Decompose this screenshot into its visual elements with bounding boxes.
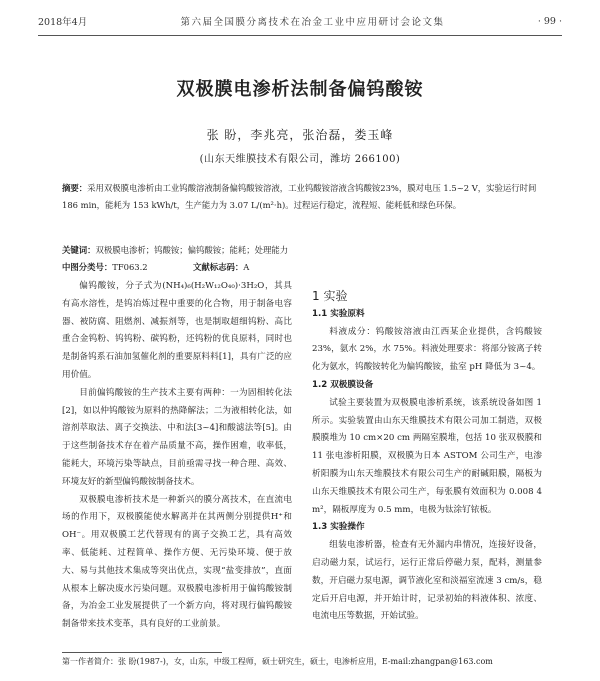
running-header <box>38 8 562 34</box>
subsection-materials: 1.1 实验原料 <box>312 308 365 319</box>
abstract <box>62 180 540 214</box>
clc-value: TF063.2 <box>112 262 148 272</box>
keywords-label: 关键词： <box>62 245 96 255</box>
header-journal: 第六届全国膜分离技术在冶金工业中应用研讨会论文集 <box>180 17 445 28</box>
subsection-operation: 1.3 实验操作 <box>312 522 365 533</box>
subsection-equipment: 1.2 双极膜设备 <box>312 379 374 390</box>
meta-block <box>62 242 540 276</box>
materials-text: 料液成分：钨酸铵溶液由江西某企业提供，含钨酸铵 23%，氨水 2%，水 75%。料液处理要求：将部分铵离子转化为氨水，钨酸铵转化为偏钨酸铵，盐室 pH 降低为 3~4。 <box>312 326 542 373</box>
equipment-text: 试验主要装置为双极膜电渗析系统，该系统设备如图 1 所示。实验装置由山东天维膜技术有限公司加工制造，双极膜膜堆为 10 cm×20 cm 两隔室膜堆，包括 10 张双极膜和 11 张电渗析阳膜，双极膜为日本 ASTOM 公司生产，电渗析阳膜为山东天维膜技术有限公司生产的耐碱阳膜，隔板为山东天维膜技术有限公司生产，每张膜有效面积为 0.008 4 m²，隔板厚度为 0.5 mm，电极为钛涂钌铱板。 <box>312 397 542 515</box>
header-rule <box>38 35 562 36</box>
author-footnote: 第一作者简介：张 盼(1987-)，女，山东，中级工程师，硕士研究生，硕士，电渗析应用，E-mail:zhangpan@163.com <box>62 657 493 666</box>
classification <box>62 259 540 276</box>
keywords <box>62 242 540 259</box>
keywords-text: 双极膜电渗析；钨酸铵；偏钨酸铵；能耗；处理能力 <box>95 245 289 255</box>
doc-code-value: A <box>243 262 250 272</box>
clc-label: 中图分类号： <box>62 262 113 272</box>
intro-paragraph-2: 目前偏钨酸铵的生产技术主要有两种：一为固相转化法[2]，如以仲钨酸铵为原料的热降解法；二为液相转化法，如溶剂萃取法、离子交换法、中和法[3~4]和酸滤法等[5]。由于这些制备技术存在着产品质量不高，操作困难，收率低，能耗大，环境污染等缺点，目前亟需寻找一种合理、高效、环境友好的新型偏钨酸铵制备技术。 <box>62 387 292 487</box>
operation-text: 组装电渗析器，检查有无外漏内串情况，连接好设备，启动磁力泵，试运行，运行正常后停磁力泵，配料，测量参数，开启磁力泵电源，调节液化室和淡福室流速 3 cm/s，稳定后开启电源，并开始计时，记录初始的料液体积、浓度、电流电压等数据，开始试验。 <box>312 540 542 622</box>
intro-paragraph-1: 偏钨酸铵，分子式为(NH₄)₆(H₂W₁₂O₄₀)·3H₂O，其具有高水溶性，是钨冶炼过程中重要的化合物，用于制备电容器、被防腐、阻燃剂、减振剂等，也是制取超细钨粉、高比重合金钨粉、钨钨粉、碳钨粉，还钨粉的优良原料，同时也是制备钨系石油加氢催化剂的重要原料料[1]，具有广泛的应用价值。 <box>62 281 292 380</box>
doc-code-label: 文献标志码： <box>192 262 244 272</box>
abstract-text: 采用双极膜电渗析由工业钨酸溶液制备偏钨酸铵溶液，工业钨酸铵溶液含钨酸铵23%，膜对电压 1.5~2 V，实验运行时间 186 min，能耗为 153 kWh/t，生产能力为 3.07 L/(m²·h)。过程运行稳定，流程短、能耗低和绿色环保。 <box>62 183 537 210</box>
left-column <box>62 278 292 634</box>
paper-title: 双极膜电渗析法制备偏钨酸铵 <box>176 79 424 100</box>
section-heading-experiment: 1 实验 <box>312 289 348 303</box>
intro-paragraph-3: 双极膜电渗析技术是一种新兴的膜分离技术，在直流电场的作用下，双极膜能使水解离并在其两侧分别提供H⁺和OH⁻。用双极膜工艺代替现有的离子交换工艺，具有高效率、低能耗、过程简单、操作方便、无污染环境、便于放大、易与其他技术集成等突出优点，实现“盐变排放”，直面从根本上解决废水污染问题。双极膜电渗析用于偏钨酸铵制备，为冶金工业发展提供了一个新方向，将对现行偏钨酸铵制备带来技术变革，具有良好的工业前景。 <box>62 494 292 630</box>
footnote-rule <box>62 652 222 653</box>
authors: 张 盼，李兆亮，张治磊，娄玉峰 <box>206 128 394 142</box>
header-date: 2018年4月 <box>38 17 88 28</box>
right-column <box>312 288 542 626</box>
abstract-label: 摘要： <box>62 183 88 193</box>
header-page-number: · 99 · <box>537 15 562 27</box>
affiliation: (山东天维膜技术有限公司，潍坊 266100) <box>199 154 401 165</box>
